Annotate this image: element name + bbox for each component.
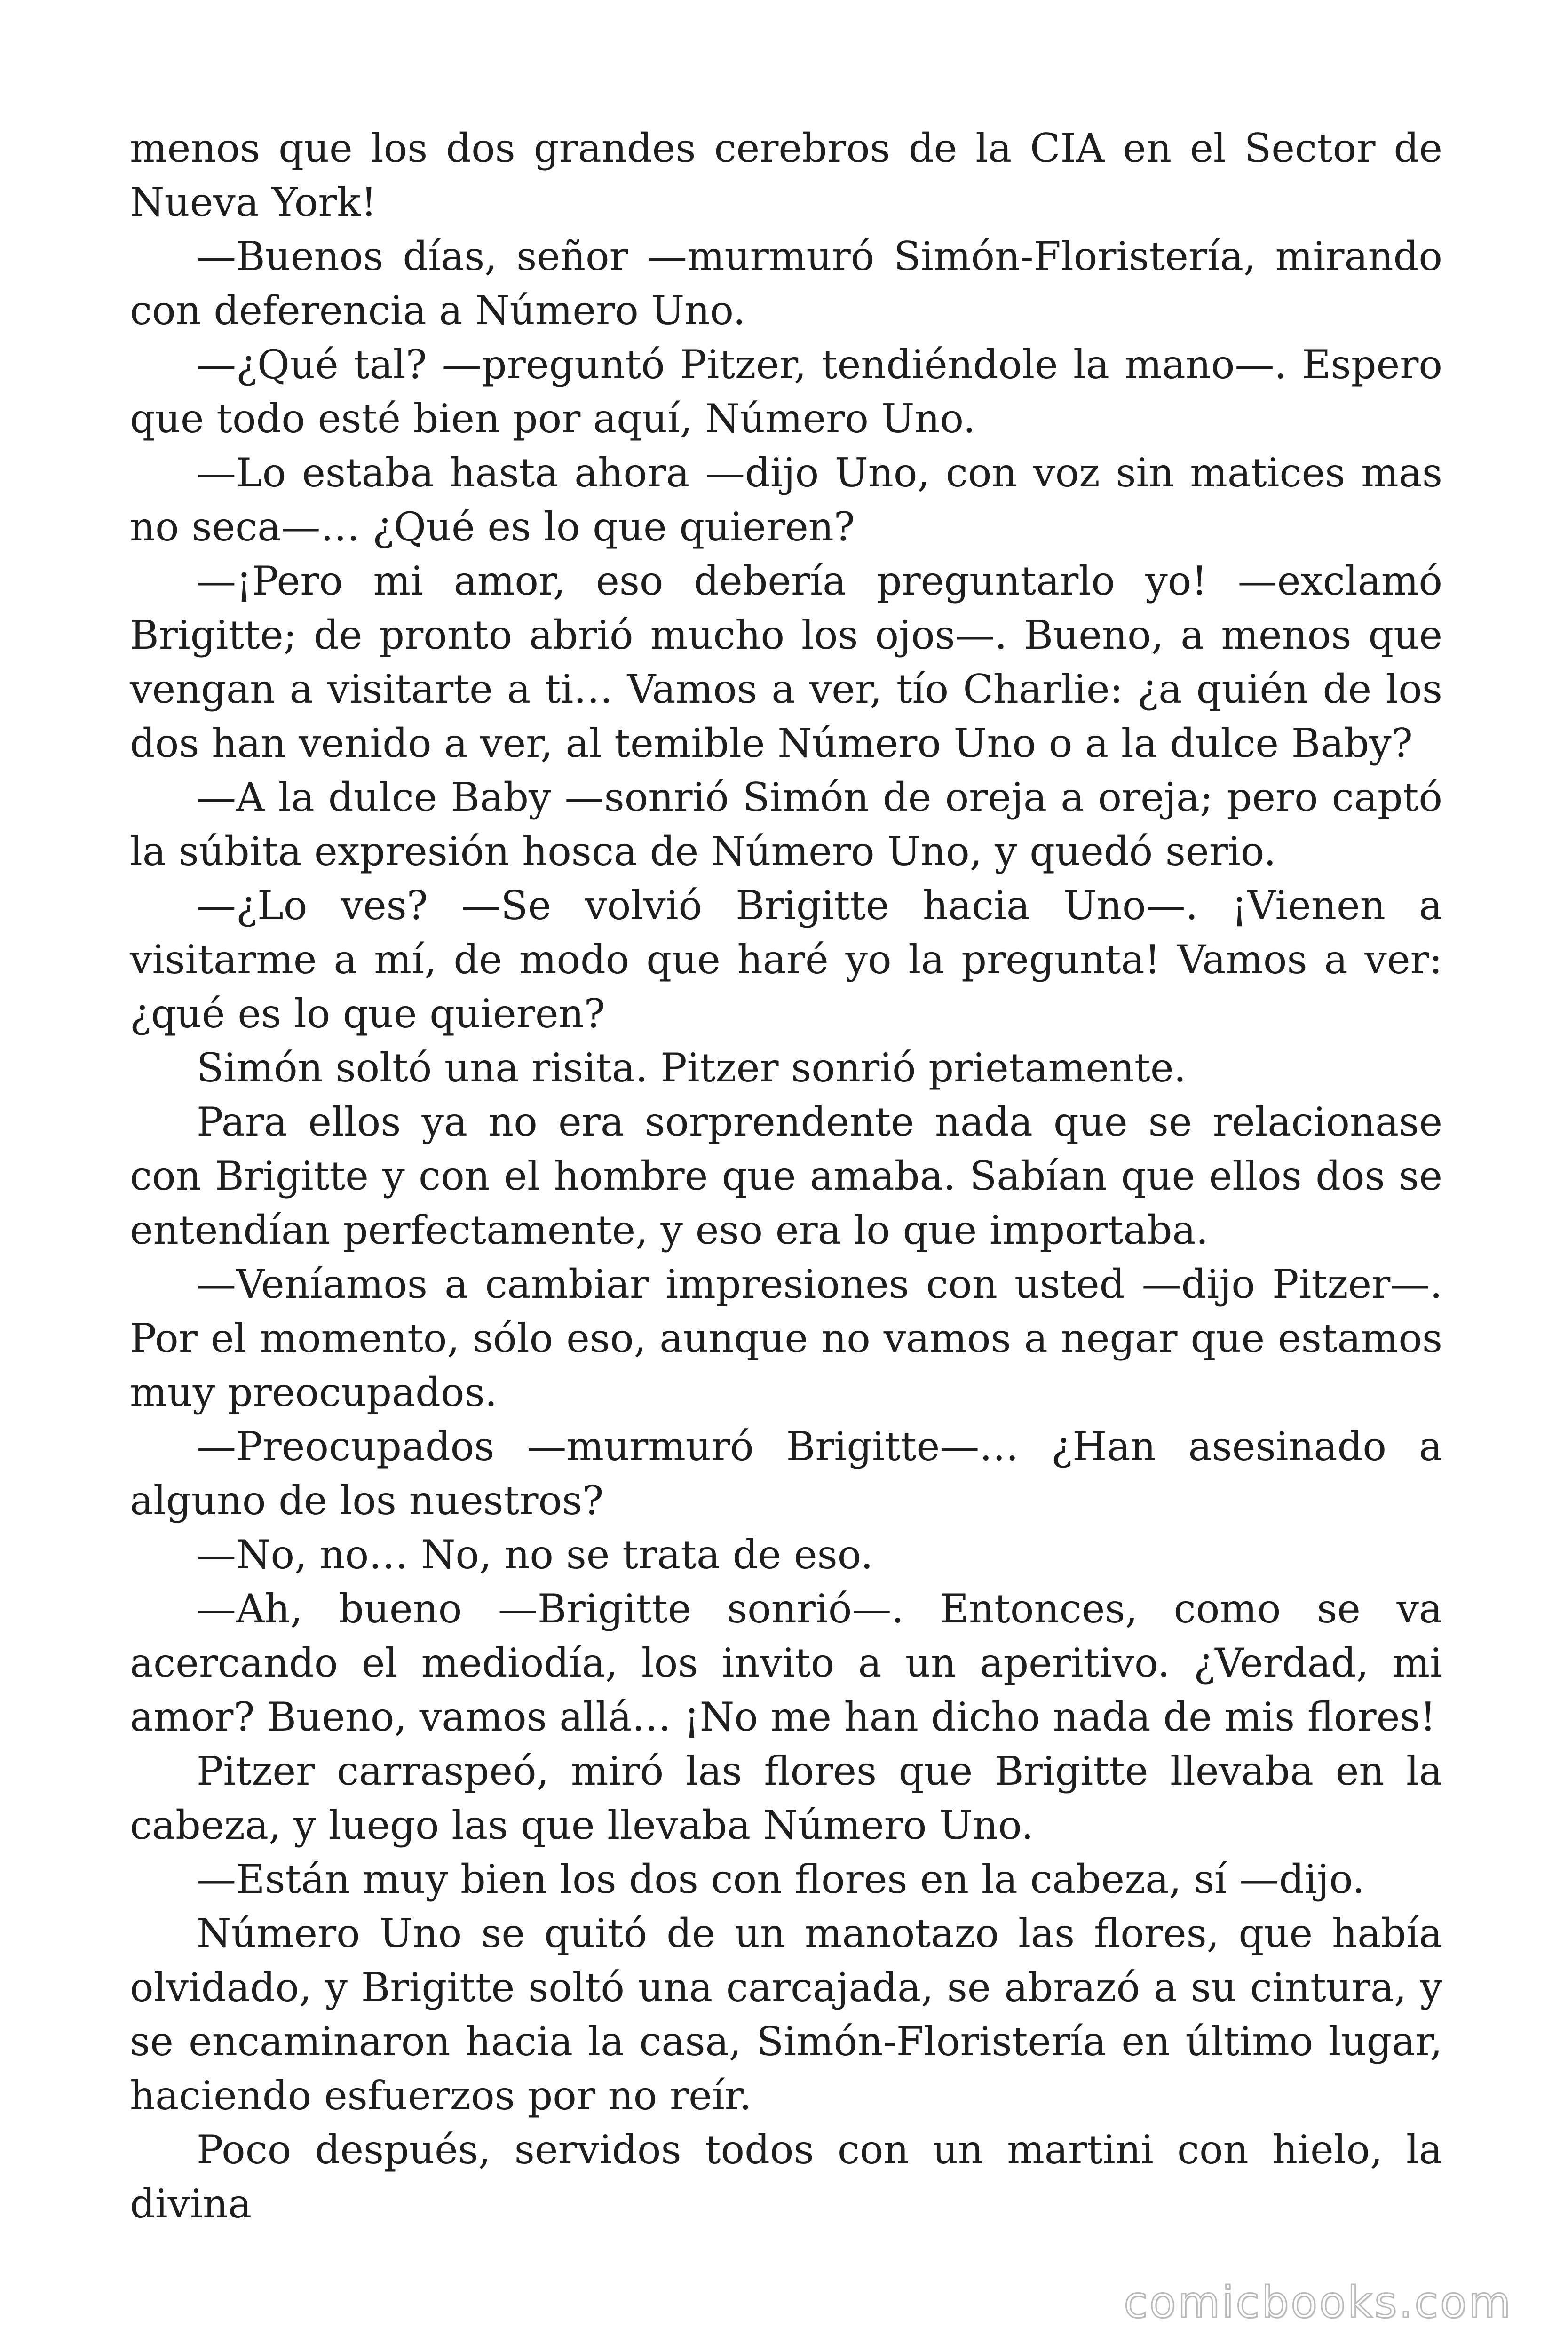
paragraph-9: Para ellos ya no era sorprendente nada que se relacionase con Brigitte y con el hombre que amaba. Sabían que ellos dos se entendían perfectamente, y eso era lo que importaba. — [130, 1099, 1442, 1253]
paragraph-10: —Veníamos a cambiar impresiones con usted —dijo Pitzer—. Por el momento, sólo eso, aunque no vamos a negar que estamos muy preocupados. — [130, 1261, 1442, 1415]
paragraph-13: —Ah, bueno —Brigitte sonrió—. Entonces, como se va acercando el mediodía, los invito a un aperitivo. ¿Verdad, mi amor? Bueno, vamos allá… ¡No me han dicho nada de mis flores! — [130, 1586, 1442, 1740]
paragraph-8: Simón soltó una risita. Pitzer sonrió prietamente. — [197, 1045, 1187, 1091]
paragraph-14: Pitzer carraspeó, miró las flores que Brigitte llevaba en la cabeza, y luego las que llevaba Número Uno. — [130, 1748, 1442, 1848]
paragraph-5: —¡Pero mi amor, eso debería preguntarlo yo! —exclamó Brigitte; de pronto abrió mucho los ojos—. Bueno, a menos que vengan a visitarte a ti… Vamos a ver, tío Charlie: ¿a quién de los dos han venido a ver, al temible Número Uno o a la dulce Baby? — [130, 558, 1442, 766]
paragraph-16: Número Uno se quitó de un manotazo las flores, que había olvidado, y Brigitte soltó una carcajada, se abrazó a su cintura, y se encaminaron hacia la casa, Simón-Floristería en último lugar, haciendo esfuerzos por no reír. — [130, 1910, 1442, 2119]
paragraph-12: —No, no… No, no se trata de eso. — [197, 1532, 873, 1578]
paragraph-6: —A la dulce Baby —sonrió Simón de oreja a oreja; pero captó la súbita expresión hosca de Número Uno, y quedó serio. — [130, 774, 1442, 874]
body-text — [130, 121, 1442, 2231]
paragraph-4: —Lo estaba hasta ahora —dijo Uno, con voz sin matices mas no seca—… ¿Qué es lo que quieren? — [130, 450, 1442, 550]
paragraph-3: —¿Qué tal? —preguntó Pitzer, tendiéndole la mano—. Espero que todo esté bien por aquí, Número Uno. — [130, 342, 1442, 442]
watermark: comicbooks.com — [1124, 2277, 1513, 2328]
paragraph-11: —Preocupados —murmuró Brigitte—… ¿Han asesinado a alguno de los nuestros? — [130, 1423, 1442, 1524]
paragraph-17: Poco después, servidos todos con un martini con hielo, la divina — [130, 2127, 1442, 2227]
paragraph-2: —Buenos días, señor —murmuró Simón-Floristería, mirando con deferencia a Número Uno. — [130, 233, 1442, 334]
paragraph-15: —Están muy bien los dos con flores en la cabeza, sí —dijo. — [197, 1856, 1365, 1902]
paragraph-1: menos que los dos grandes cerebros de la CIA en el Sector de Nueva York! — [130, 125, 1442, 225]
paragraph-7: —¿Lo ves? —Se volvió Brigitte hacia Uno—. ¡Vienen a visitarme a mí, de modo que haré yo la pregunta! Vamos a ver: ¿qué es lo que quieren? — [130, 882, 1442, 1037]
